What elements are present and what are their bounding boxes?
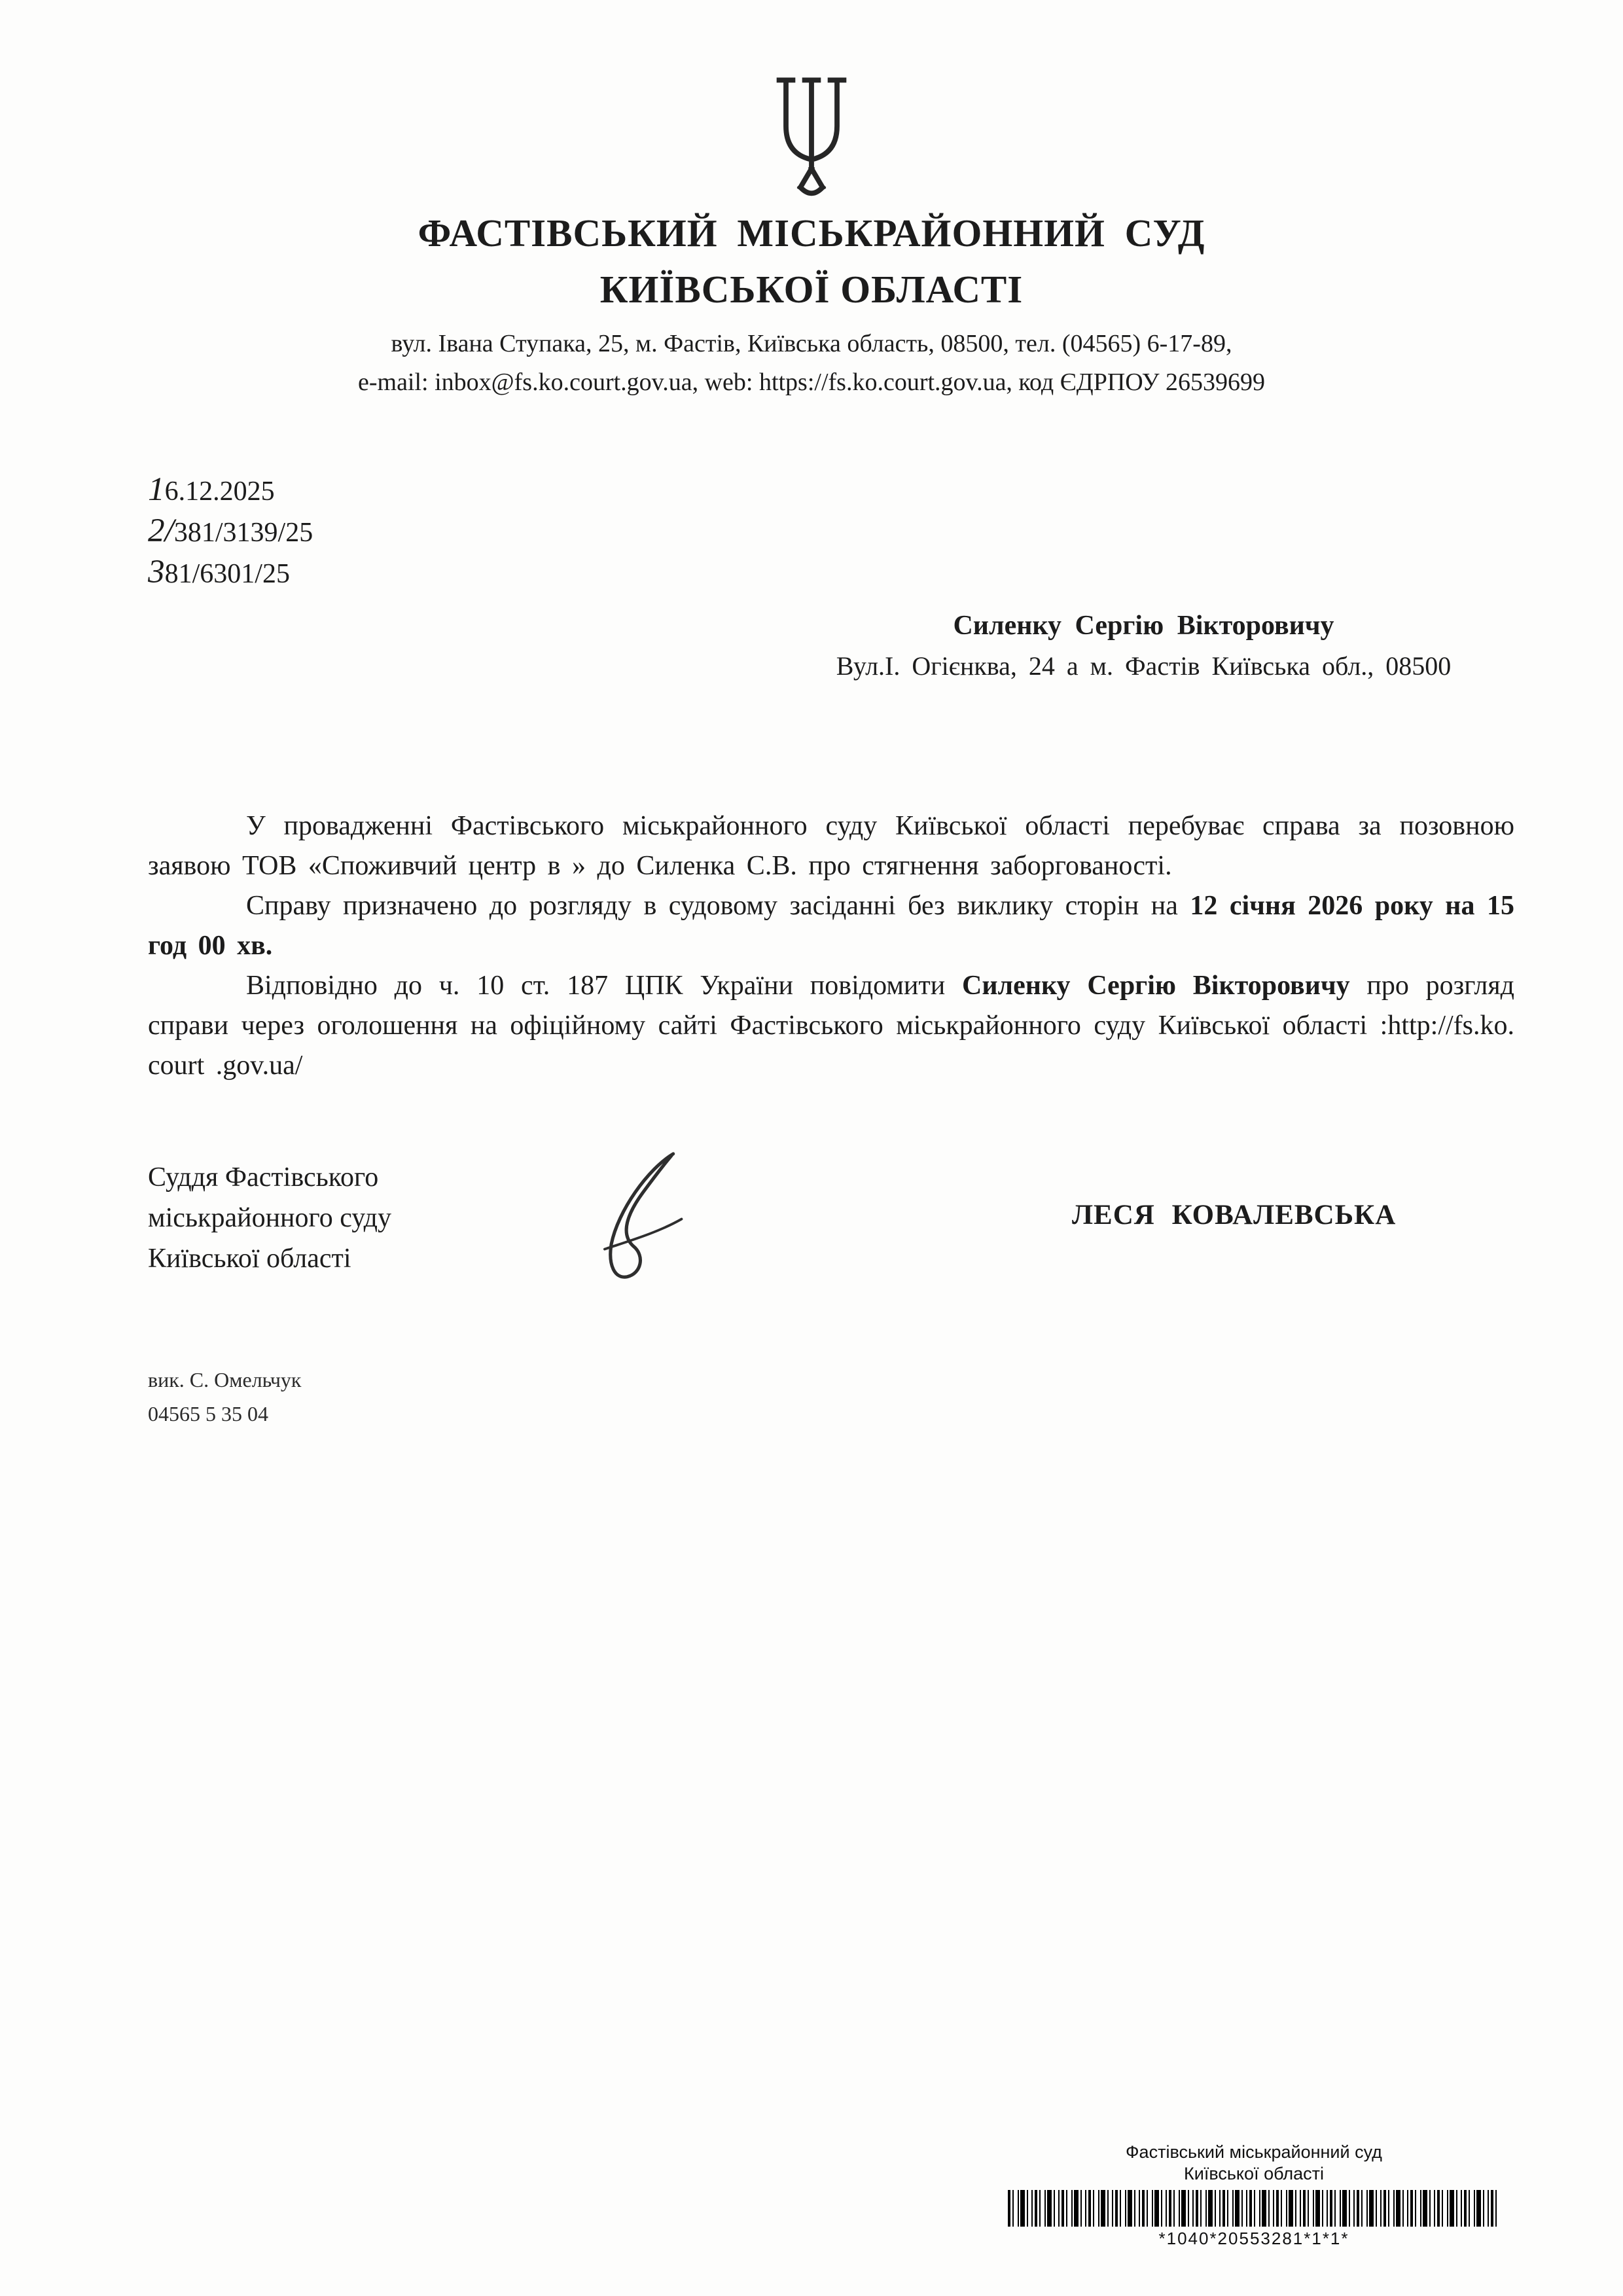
footer-stamp-block [1000,2142,1508,2250]
addressee-name: Силенку Сергію Вікторовичу [953,611,1334,641]
document-date: 16.12.2025 [148,471,275,508]
barcode-text: *1040*20553281*1*1* [1158,2229,1349,2248]
judge-title-line1: Суддя Фастівського [148,1162,379,1193]
case-number: 2/381/3139/25 [148,512,313,549]
registry-number: 381/6301/25 [148,553,290,590]
executor-block [148,1363,301,1431]
court-name-line2: КИЇВСЬКОЇ ОБЛАСТІ [599,268,1024,311]
judge-title-line2: міськрайонного суду [148,1203,392,1233]
body-paragraph-hearing [148,886,1514,966]
body-p3-normal2: про розгляд справи через оголошення на офіційному сайті Фастівського міськрайонного суду Київської області :http://fs.ko. court .gov.ua/ [148,971,1515,1081]
body-p3-bold-name: Силенку Сергію Вікторовичу [962,971,1350,1001]
executor-name: вик. С. Омельчук [148,1368,302,1391]
executor-phone: 04565 5 35 04 [148,1402,268,1426]
judge-title-block [148,1157,391,1279]
body-p1-text: У провадженні Фастівського міськрайонного суду Київської області перебуває справа за позовною заявою ТОВ «Споживчий центр в » до Силенка С.В. про стягнення заборгованості. [148,811,1514,881]
court-name-line1: ФАСТІВСЬКИЙ МІСЬКРАЙОННИЙ СУД [418,211,1205,255]
body-p2-normal: Справу призначено до розгляду в судовому засіданні без виклику сторін на [246,891,1190,921]
court-address-line2: e-mail: inbox@fs.ko.court.gov.ua, web: https://fs.ko.court.gov.ua, код ЄДРПОУ 26539699 [357,368,1266,396]
body-p2-bold-date: 12 січня 2026 року на 15 год 00 хв. [148,891,1514,961]
addressee-block [740,610,1548,681]
barcode [1008,2190,1500,2227]
judge-title-line3: Київської області [148,1244,351,1274]
coat-of-arms-trident-icon [768,73,855,209]
reference-block [148,470,313,594]
letter-body [148,806,1514,1086]
court-address-line1: вул. Івана Ступака, 25, м. Фастів, Київська область, 08500, тел. (04565) 6-17-89, [391,330,1232,357]
footer-court-line1: Фастівський міськрайонний суд [1126,2142,1382,2162]
body-p3-normal1: Відповідно до ч. 10 ст. 187 ЦПК України повідомити [246,971,963,1001]
body-paragraph-case [148,806,1514,886]
footer-court-line2: Київської області [1184,2164,1324,2183]
body-paragraph-notice [148,966,1514,1086]
judge-signature-image [569,1142,707,1293]
judge-name: ЛЕСЯ КОВАЛЕВСЬКА [1072,1200,1397,1230]
addressee-address: Вул.І. Огієнква, 24 а м. Фастів Київська обл., 08500 [836,651,1452,681]
